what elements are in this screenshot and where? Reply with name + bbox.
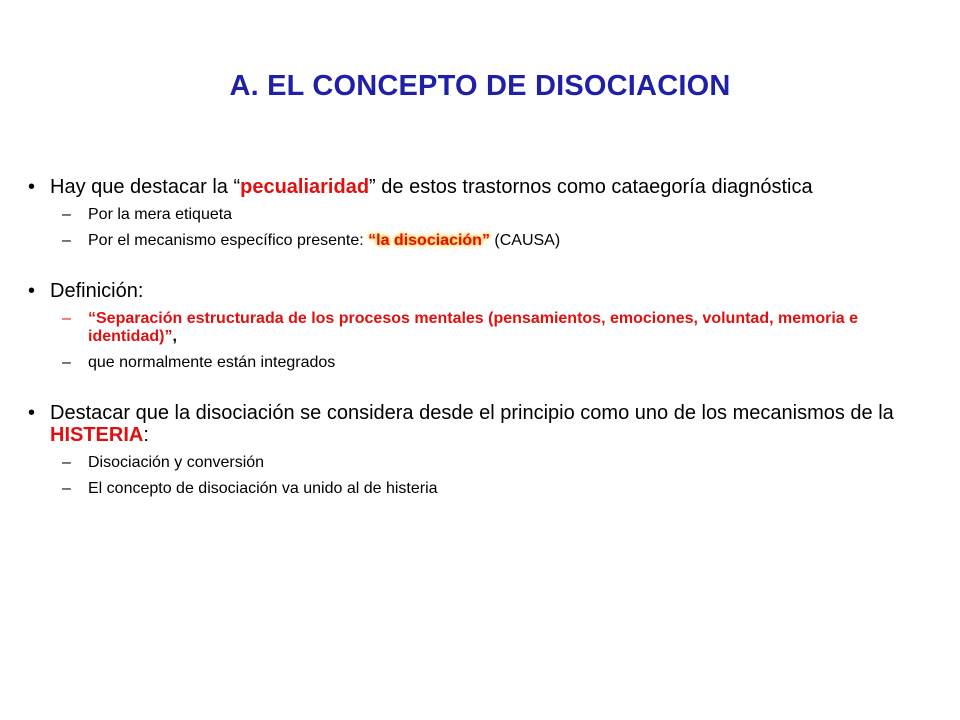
bullet-text: Hay que destacar la “ bbox=[50, 176, 241, 198]
dash-marker: – bbox=[62, 480, 71, 497]
sub-bullet-text: Disociación y conversión bbox=[88, 454, 265, 471]
sub-bullet-definicion-quote bbox=[28, 310, 928, 346]
bullet-definicion bbox=[28, 280, 928, 302]
slide-title: A. EL CONCEPTO DE DISOCIACION bbox=[229, 70, 731, 102]
highlight-text: “Separación estructurada de los procesos mentales (pensamientos, emociones, voluntad, memoria e identidad)” bbox=[88, 310, 859, 345]
sub-bullet-unido-histeria bbox=[28, 480, 928, 498]
bullet-peculiaridad bbox=[28, 176, 928, 198]
dash-marker: – bbox=[62, 354, 71, 371]
sub-bullet-conversion bbox=[28, 454, 928, 472]
sub-bullet-etiqueta bbox=[28, 206, 928, 224]
sub-bullet-mecanismo bbox=[28, 232, 928, 250]
sub-bullet-text: Por el mecanismo específico presente: bbox=[88, 232, 369, 249]
dash-marker: – bbox=[62, 310, 71, 327]
bullet-marker: • bbox=[28, 176, 36, 198]
bullet-histeria bbox=[28, 402, 928, 446]
sub-bullet-integrados bbox=[28, 354, 928, 372]
dash-marker: – bbox=[62, 454, 71, 471]
sub-bullet-text: , bbox=[172, 328, 177, 345]
bullet-marker: • bbox=[28, 402, 36, 424]
highlight-text: “la disociación” bbox=[368, 232, 490, 249]
highlight-text: HISTERIA bbox=[50, 424, 144, 446]
highlight-text: pecualiaridad bbox=[240, 176, 370, 198]
sub-bullet-text: Por la mera etiqueta bbox=[88, 206, 233, 223]
dash-marker: – bbox=[62, 232, 71, 249]
dash-marker: – bbox=[62, 206, 71, 223]
bullet-text: : bbox=[143, 424, 149, 446]
sub-bullet-text: El concepto de disociación va unido al de histeria bbox=[88, 480, 438, 497]
bullet-marker: • bbox=[28, 280, 36, 302]
sub-bullet-text: que normalmente están integrados bbox=[88, 354, 336, 371]
bullet-text: ” de estos trastornos como cataegoría diagnóstica bbox=[369, 176, 813, 198]
bullet-text: Destacar que la disociación se considera desde el principio como uno de los mecanismos de la bbox=[50, 402, 894, 424]
sub-bullet-text: (CAUSA) bbox=[489, 232, 561, 249]
slide-content bbox=[28, 176, 928, 498]
bullet-text: Definición: bbox=[50, 280, 144, 302]
